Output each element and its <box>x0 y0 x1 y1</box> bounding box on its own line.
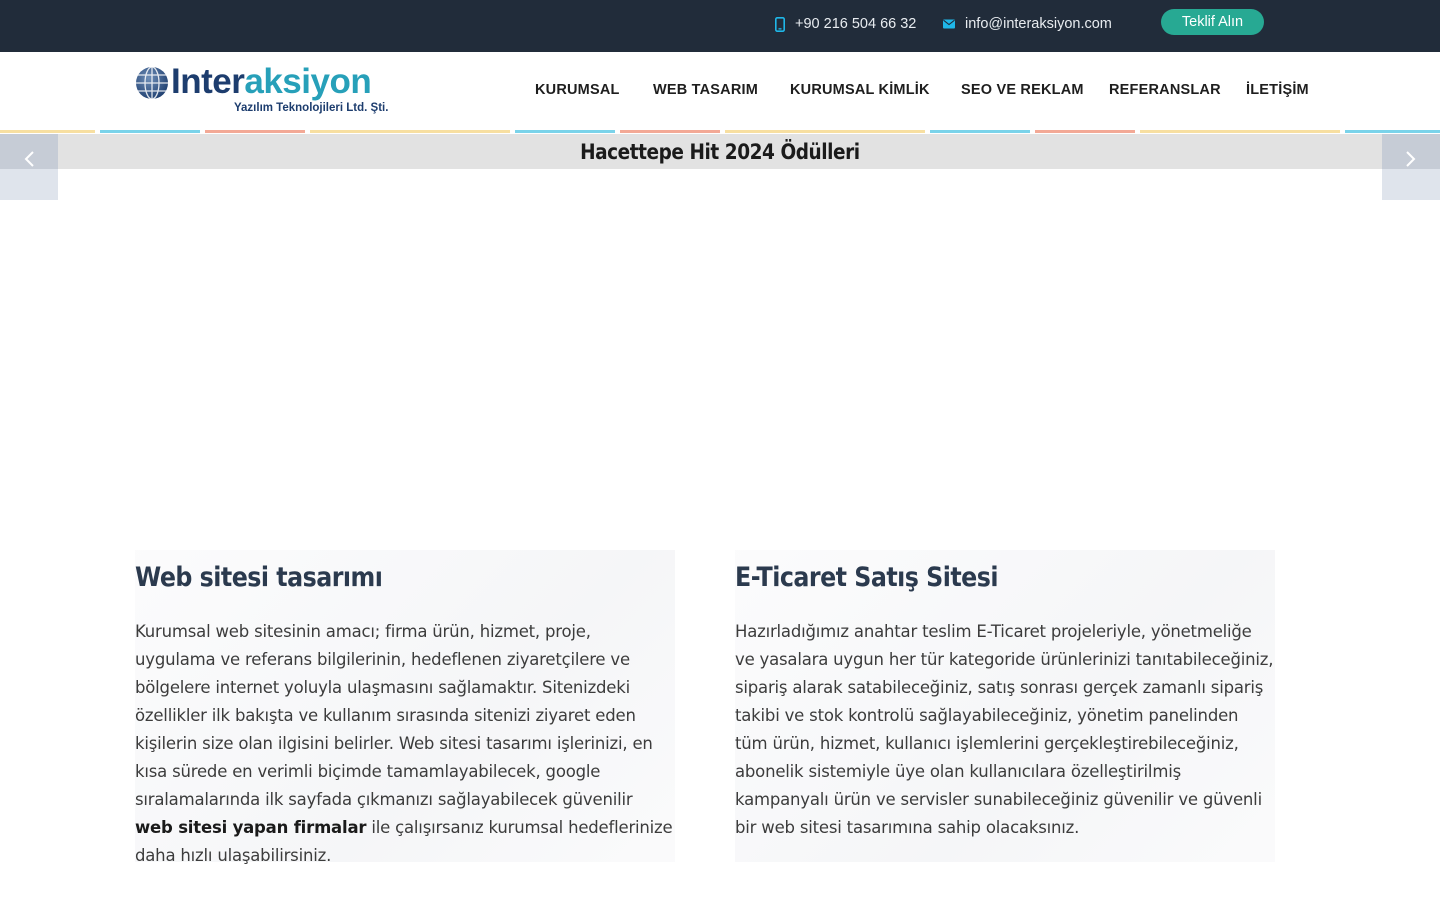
nav-item-iletisim[interactable]: İLETİŞİM <box>1246 82 1309 98</box>
main-navigation <box>0 52 1440 130</box>
nav-item-kurumsal[interactable]: KURUMSAL <box>535 82 620 98</box>
slide-title: Hacettepe Hit 2024 Ödülleri <box>580 139 860 164</box>
web-design-text: Kurumsal web sitesinin amacı; firma ürün, hizmet, proje, uygulama ve referans bilgilerinin, hedeflenen ziyaretçilere ve bölgelere internet yoluyla ulaşmasını sağlamaktır. Sitenizdeki özellikler ilk bakışta ve kullanım sırasında sitenizi ziyaret eden kişilerin size olan ilgisini belirler. Web sitesi tasarımı işlerinizi, en kısa sürede en verimli biçimde tamamlayabilecek, google sıralamalarında ilk sayfada çıkmanızı sağlayabilecek güvenilir web sitesi yapan firmalar ile çalışırsanız kurumsal hedeflerinize daha hızlı ulaşabilirsiniz. <box>135 622 673 865</box>
web-design-link[interactable]: web sitesi yapan firmalar <box>135 818 367 837</box>
email-address: info@interaksiyon.com <box>965 16 1112 32</box>
slider-prev-button[interactable] <box>0 134 58 200</box>
slide-caption <box>58 134 1382 169</box>
nav-item-kurumsal-kimlik[interactable]: KURUMSAL KİMLİK <box>790 82 930 98</box>
get-quote-button[interactable]: Teklif Alın <box>1161 9 1264 35</box>
slider-next-button[interactable] <box>1382 134 1440 200</box>
ecommerce-section <box>735 550 1275 862</box>
nav-item-seo-ve-reklam[interactable]: SEO VE REKLAM <box>961 82 1084 98</box>
ecommerce-title: E-Ticaret Satış Sitesi <box>735 562 998 593</box>
envelope-icon <box>943 19 955 29</box>
phone-number: +90 216 504 66 32 <box>795 16 917 32</box>
logo-wordmark: Interaksiyon <box>171 62 372 101</box>
chevron-right-icon <box>1405 150 1417 168</box>
hero-slider <box>0 134 1440 200</box>
top-bar <box>0 0 1440 52</box>
nav-item-web-tasarim[interactable]: WEB TASARIM <box>653 82 759 98</box>
nav-item-referanslar[interactable]: REFERANSLAR <box>1109 82 1221 98</box>
web-design-section <box>135 550 675 865</box>
logo-subtitle: Yazılım Teknolojileri Ltd. Şti. <box>234 102 389 114</box>
web-design-title: Web sitesi tasarımı <box>135 562 383 593</box>
ecommerce-text: Hazırladığımız anahtar teslim E-Ticaret projeleriyle, yönetmeliğe ve yasalara uygun her tür kategoride ürünlerinizi tanıtabileceğiniz, sipariş alarak satabileceğiniz, satış sonrası gerçek zamanlı sipariş takibi ve stok kontrolü sağlayabileceğiniz, yönetim panelinden tüm ürün, hizmet, kullanıcı işlemlerini gerçekleştirebileceğiniz, abonelik sistemiyle üye olan kullanıcılara özelleştirilmiş kampanyalı ürün ve servisler sunabileceğiniz güvenilir ve güvenli bir web sitesi tasarımına sahip olacaksınız. <box>735 622 1274 837</box>
phone-contact[interactable] <box>775 16 916 32</box>
chevron-left-icon <box>23 150 35 168</box>
email-contact[interactable] <box>943 16 1112 32</box>
main-header <box>0 52 1440 130</box>
mobile-phone-icon <box>775 17 785 32</box>
